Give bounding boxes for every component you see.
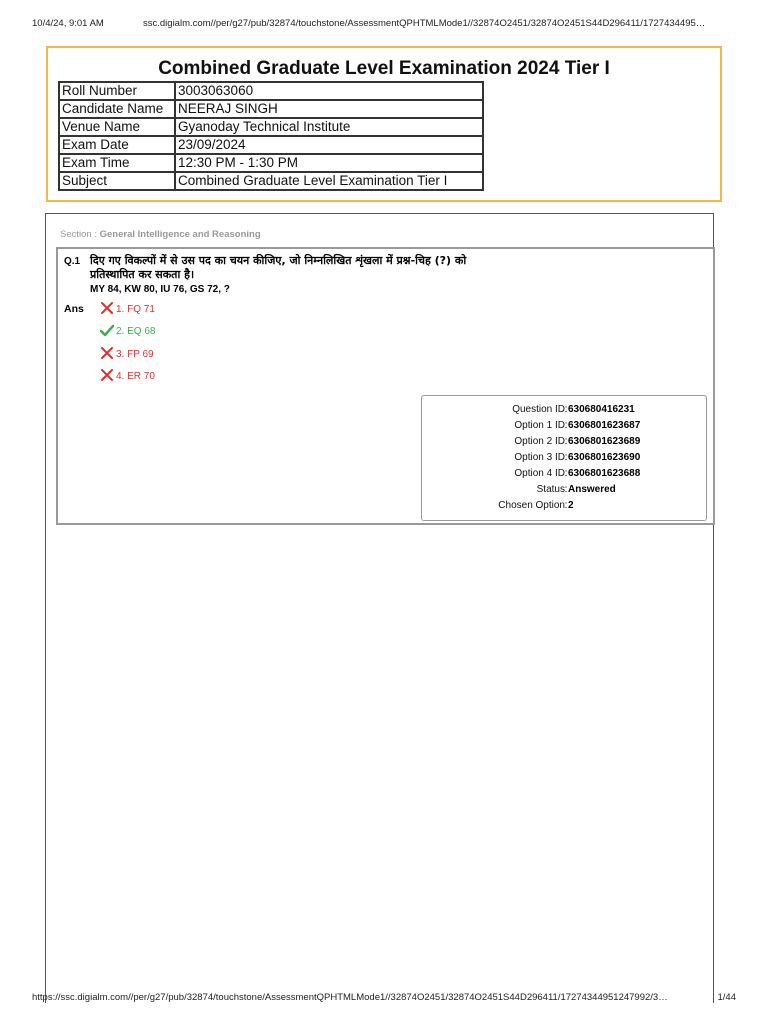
detail-value: 2 (568, 500, 574, 511)
table-row (59, 154, 483, 172)
candidate-info-box (46, 46, 722, 202)
info-value: Gyanoday Technical Institute (175, 118, 483, 136)
cross-icon (100, 369, 114, 381)
cross-icon (100, 347, 114, 359)
detail-row: Option 1 ID : 6306801623687 (422, 418, 706, 434)
option-2 (100, 324, 155, 337)
detail-key: Question ID (512, 404, 565, 415)
detail-row: Option 4 ID : 6306801623688 (422, 466, 706, 482)
print-header (0, 18, 768, 32)
option-label: 1. FQ 71 (116, 304, 155, 315)
info-value: 23/09/2024 (175, 136, 483, 154)
table-row (59, 118, 483, 136)
print-footer-url: https://ssc.digialm.com//per/g27/pub/32874/touchstone/AssessmentQPHTMLMode1//32874O2451/32874O2451S44D296411/17274344951247992/3… (32, 992, 668, 1003)
detail-key: Status (536, 484, 565, 495)
detail-key: Option 2 ID (514, 436, 565, 447)
info-value: 3003063060 (175, 82, 483, 100)
info-label: Venue Name (59, 118, 175, 136)
info-label: Exam Time (59, 154, 175, 172)
detail-value: 6306801623690 (568, 452, 641, 463)
exam-title: Combined Graduate Level Examination 2024 Tier I (158, 58, 610, 79)
detail-row: Option 3 ID : 6306801623690 (422, 450, 706, 466)
info-label: Subject (59, 172, 175, 190)
print-datetime: 10/4/24, 9:01 AM (32, 18, 104, 29)
detail-key: Chosen Option (498, 500, 565, 511)
info-label: Candidate Name (59, 100, 175, 118)
section-title (60, 229, 261, 240)
option-3 (100, 347, 154, 360)
check-icon (100, 324, 114, 336)
detail-value: Answered (568, 484, 616, 495)
section-prefix: Section : (60, 229, 100, 240)
detail-row: Option 2 ID : 6306801623689 (422, 434, 706, 450)
info-value: NEERAJ SINGH (175, 100, 483, 118)
print-footer (0, 992, 768, 1006)
detail-row: Chosen Option : 2 (422, 498, 706, 514)
detail-value: 6306801623687 (568, 420, 641, 431)
table-row (59, 172, 483, 190)
info-value: 12:30 PM - 1:30 PM (175, 154, 483, 172)
answer-label: Ans (64, 303, 84, 315)
section-panel (45, 213, 714, 1003)
detail-value: 6306801623688 (568, 468, 641, 479)
table-row (59, 100, 483, 118)
page-number: 1/44 (717, 992, 736, 1003)
option-label: 3. FP 69 (116, 349, 154, 360)
question-box (56, 247, 715, 525)
table-row (59, 136, 483, 154)
detail-key: Option 3 ID (514, 452, 565, 463)
detail-value: 630680416231 (568, 404, 635, 415)
question-number: Q.1 (64, 256, 81, 267)
option-label: 2. EQ 68 (116, 326, 156, 337)
detail-row: Status : Answered (422, 482, 706, 498)
info-label: Exam Date (59, 136, 175, 154)
info-value: Combined Graduate Level Examination Tier I (175, 172, 483, 190)
detail-key: Option 1 ID (514, 420, 565, 431)
detail-key: Option 4 ID (514, 468, 565, 479)
detail-row: Question ID : 630680416231 (422, 402, 706, 418)
section-name: General Intelligence and Reasoning (99, 229, 261, 240)
option-1 (100, 302, 155, 315)
candidate-info-table (58, 81, 484, 191)
question-details-box (421, 395, 707, 521)
option-label: 4. ER 70 (116, 371, 155, 382)
print-header-url: ssc.digialm.com//per/g27/pub/32874/touchstone/AssessmentQPHTMLMode1//32874O2451/32874O2451S44D296411/1727434495… (143, 18, 706, 29)
detail-value: 6306801623689 (568, 436, 641, 447)
info-label: Roll Number (59, 82, 175, 100)
option-4 (100, 369, 155, 382)
question-series: MY 84, KW 80, IU 76, GS 72, ? (90, 284, 230, 295)
table-row (59, 82, 483, 100)
cross-icon (100, 302, 114, 314)
question-text: दिए गए विकल्पों में से उस पद का चयन कीजिए, जो निम्नलिखित शृंखला में प्रश्न-चिह (?) को प्रतिस्थापित कर सकता है। (90, 254, 467, 281)
